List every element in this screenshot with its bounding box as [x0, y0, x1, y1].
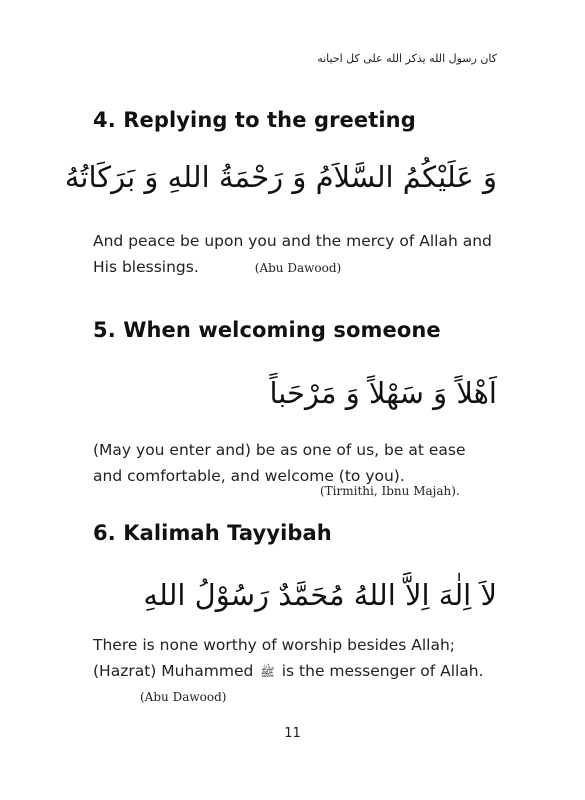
translation-line: (May you enter and) be as one of us, be at ease: [93, 441, 466, 459]
running-header: كان رسول الله يذكر الله على كل احيانه: [317, 52, 497, 65]
translation-line: [93, 254, 513, 281]
arabic-text-replying-greeting: وَ عَلَيْكُمُ السَّلاَمُ وَ رَحْمَةُ اللهِ وَ بَرَكَاتُهُ: [64, 160, 497, 194]
section-heading-kalimah: 6. Kalimah Tayyibah: [93, 521, 332, 545]
translation-kalimah: [93, 632, 513, 685]
source-citation: (Abu Dawood): [254, 261, 342, 275]
page-number: 11: [284, 726, 301, 741]
source-citation: (Abu Dawood): [140, 690, 227, 704]
translation-text: (Hazrat) Muhammed: [93, 662, 254, 680]
translation-welcoming: [93, 437, 513, 489]
arabic-text-welcoming: اَهْلاً وَ سَهْلاً وَ مَرْحَباً: [269, 376, 497, 410]
section-heading-welcoming: 5. When welcoming someone: [93, 318, 441, 342]
translation-line: [93, 658, 513, 685]
translation-replying-greeting: [93, 228, 513, 281]
salawat-icon: ﷺ: [260, 665, 275, 679]
translation-text: is the messenger of Allah.: [281, 662, 484, 680]
translation-text: His blessings.: [93, 258, 199, 276]
arabic-text-kalimah: لاَ اِلٰهَ اِلاَّ اللهُ مُحَمَّدٌ رَسُوْلُ اللهِ: [143, 578, 497, 612]
translation-line: and comfortable, and welcome (to you).: [93, 467, 405, 485]
translation-line: There is none worthy of worship besides Allah;: [93, 636, 456, 654]
section-heading-replying-greeting: 4. Replying to the greeting: [93, 108, 416, 132]
translation-line: And peace be upon you and the mercy of Allah and: [93, 232, 492, 250]
source-citation: (Tirmithi, Ibnu Majah).: [320, 484, 460, 498]
